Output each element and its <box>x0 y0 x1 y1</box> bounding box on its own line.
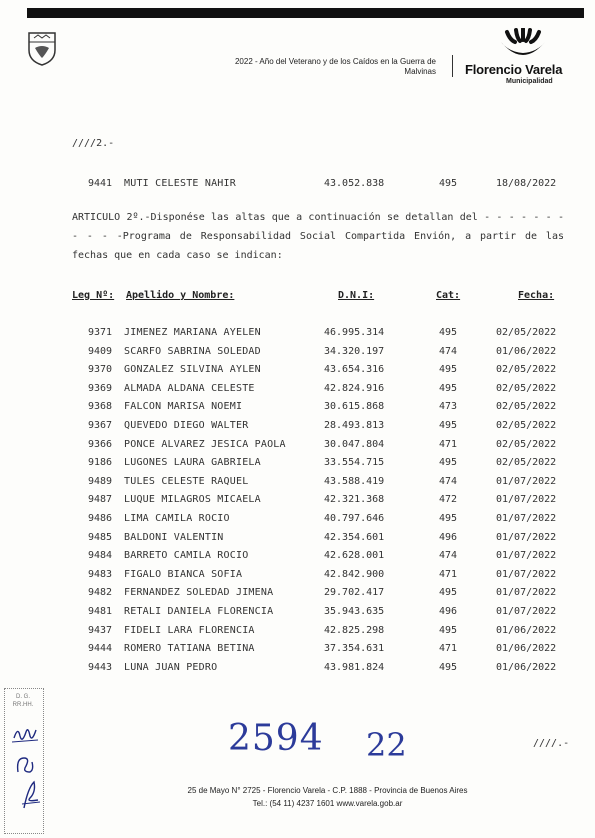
cat-cell: 495 <box>439 327 458 338</box>
top-black-bar <box>27 8 584 18</box>
initials-signature-1 <box>10 722 40 748</box>
cat-cell: 495 <box>439 382 458 394</box>
table-row <box>0 494 595 512</box>
leg-cell: 9489 <box>88 475 113 487</box>
name-cell: BARRETO CAMILA ROCIO <box>124 550 249 562</box>
date-cell: 18/08/2022 <box>496 178 557 189</box>
dni-cell: 42.354.601 <box>324 531 385 543</box>
initials-signature-2 <box>12 752 38 778</box>
date-cell: 01/07/2022 <box>496 568 557 580</box>
table-row <box>0 587 595 605</box>
name-cell: FALCON MARISA NOEMI <box>124 401 243 413</box>
leg-cell: 9437 <box>88 624 113 636</box>
org-name: Florencio Varela <box>465 62 563 77</box>
table-row <box>0 606 595 624</box>
date-cell: 02/05/2022 <box>496 401 557 413</box>
name-cell: ALMADA ALDANA CELESTE <box>124 382 255 394</box>
leg-cell: 9368 <box>88 401 113 413</box>
cat-cell: 495 <box>439 178 458 189</box>
name-cell: JIMENEZ MARIANA AYELEN <box>124 327 261 338</box>
name-cell: GONZALEZ SILVINA AYLEN <box>124 364 261 376</box>
table-row <box>0 569 595 587</box>
dni-cell: 42.825.298 <box>324 624 385 636</box>
dni-cell: 30.615.868 <box>324 401 385 413</box>
leg-cell: 9366 <box>88 438 113 450</box>
leg-cell: 9485 <box>88 531 113 543</box>
cat-cell: 495 <box>439 661 458 673</box>
date-cell: 01/07/2022 <box>496 550 557 562</box>
date-cell: 01/06/2022 <box>496 643 557 655</box>
org-subtitle: Municipalidad <box>506 78 553 85</box>
dni-cell: 40.797.646 <box>324 513 385 524</box>
leg-cell: 9443 <box>88 661 113 673</box>
table-row <box>0 457 595 475</box>
leg-cell: 9367 <box>88 420 113 431</box>
table-row <box>0 532 595 550</box>
prior-entry-row <box>0 178 595 196</box>
leg-cell: 9482 <box>88 587 113 599</box>
name-cell: LUNA JUAN PEDRO <box>124 661 218 673</box>
table-row <box>0 346 595 364</box>
header-dni: D.N.I: <box>338 290 375 301</box>
cat-cell: 471 <box>439 568 458 580</box>
leg-cell: 9409 <box>88 345 113 357</box>
table-row <box>0 550 595 568</box>
name-cell: FERNANDEZ SOLEDAD JIMENA <box>124 587 274 599</box>
footer-contact: Tel.: (54 11) 4237 1601 www.varela.gob.ar <box>252 799 403 808</box>
dni-cell: 30.047.804 <box>324 438 385 450</box>
date-cell: 01/07/2022 <box>496 531 557 543</box>
name-cell: ROMERO TATIANA BETINA <box>124 643 255 655</box>
name-cell: TULES CELESTE RAQUEL <box>124 475 249 487</box>
file-number-stamp: 2594 <box>228 718 324 759</box>
dni-cell: 43.981.824 <box>324 661 385 673</box>
leg-cell: 9370 <box>88 364 113 376</box>
florencio-varela-logo-icon <box>497 28 549 62</box>
name-cell: FIDELI LARA FLORENCIA <box>124 624 255 636</box>
name-cell: MUTI CELESTE NAHIR <box>124 178 236 189</box>
leg-cell: 9484 <box>88 550 113 562</box>
table-row <box>0 513 595 531</box>
dni-cell: 43.588.419 <box>324 475 385 487</box>
year-motto: 2022 - Año del Veterano y de los Caídos en la Guerra de Malvinas <box>234 57 436 76</box>
municipal-crest-icon <box>27 30 57 66</box>
date-cell: 02/05/2022 <box>496 327 557 338</box>
cat-cell: 474 <box>439 550 458 562</box>
name-cell: FIGALO BIANCA SOFIA <box>124 568 243 580</box>
date-cell: 02/05/2022 <box>496 438 557 450</box>
leg-cell: 9441 <box>88 178 113 189</box>
table-row <box>0 439 595 457</box>
cat-cell: 474 <box>439 345 458 357</box>
name-cell: SCARFO SABRINA SOLEDAD <box>124 345 261 357</box>
cat-cell: 496 <box>439 606 458 617</box>
header-cat: Cat: <box>436 290 461 301</box>
cat-cell: 471 <box>439 643 458 655</box>
dni-cell: 34.320.197 <box>324 345 385 357</box>
footer-address: 25 de Mayo N° 2725 - Florencio Varela - C.P. 1888 - Provincia de Buenos Aires <box>187 786 468 795</box>
name-cell: BALDONI VALENTIN <box>124 531 224 543</box>
header-date: Fecha: <box>518 290 555 301</box>
dni-cell: 43.654.316 <box>324 364 385 376</box>
margin-stamp: D. G. RR.HH. <box>12 694 34 708</box>
cat-cell: 495 <box>439 457 458 469</box>
dni-cell: 42.842.900 <box>324 568 385 580</box>
dni-cell: 46.995.314 <box>324 327 385 338</box>
table-row <box>0 476 595 494</box>
date-cell: 01/07/2022 <box>496 494 557 506</box>
date-cell: 01/07/2022 <box>496 513 557 524</box>
table-row <box>0 662 595 680</box>
leg-cell: 9444 <box>88 643 113 655</box>
table-row <box>0 401 595 419</box>
leg-cell: 9487 <box>88 494 113 506</box>
article-paragraph: ARTICULO 2º.-Disponése las altas que a continuación se detallan del - - - - - - - - - - -Programa de Responsabilidad Social Compartida Envión, a partir de las fechas que en cada caso se indican: <box>72 212 564 261</box>
page-end-marker: ////.- <box>533 738 570 749</box>
leg-cell: 9483 <box>88 568 113 580</box>
table-row <box>0 625 595 643</box>
cat-cell: 473 <box>439 401 458 413</box>
dni-cell: 42.824.916 <box>324 382 385 394</box>
file-year-stamp: 22 <box>366 726 407 764</box>
name-cell: PONCE ALVAREZ JESICA PAOLA <box>124 438 286 450</box>
header-divider <box>452 55 453 77</box>
name-cell: LUQUE MILAGROS MICAELA <box>124 494 261 506</box>
date-cell: 01/07/2022 <box>496 587 557 599</box>
table-row <box>0 643 595 661</box>
leg-cell: 9486 <box>88 513 113 524</box>
leg-cell: 9481 <box>88 606 113 617</box>
cat-cell: 496 <box>439 531 458 543</box>
cat-cell: 495 <box>439 587 458 599</box>
date-cell: 02/05/2022 <box>496 364 557 376</box>
cat-cell: 495 <box>439 364 458 376</box>
date-cell: 01/07/2022 <box>496 606 557 617</box>
table-row <box>0 327 595 345</box>
date-cell: 02/05/2022 <box>496 457 557 469</box>
header-name: Apellido y Nombre: <box>126 290 235 301</box>
cat-cell: 472 <box>439 494 458 506</box>
leg-cell: 9186 <box>88 457 113 469</box>
dni-cell: 42.321.368 <box>324 494 385 506</box>
dni-cell: 42.628.001 <box>324 550 385 562</box>
dni-cell: 33.554.715 <box>324 457 385 469</box>
table-row <box>0 383 595 401</box>
leg-cell: 9371 <box>88 327 113 338</box>
cat-cell: 495 <box>439 513 458 524</box>
leg-cell: 9369 <box>88 382 113 394</box>
page-continuation-marker: ////2.- <box>72 138 115 149</box>
date-cell: 01/06/2022 <box>496 624 557 636</box>
cat-cell: 471 <box>439 438 458 450</box>
dni-cell: 43.052.838 <box>324 178 385 189</box>
header-leg: Leg Nº: <box>72 290 115 301</box>
date-cell: 01/06/2022 <box>496 661 557 673</box>
date-cell: 02/05/2022 <box>496 382 557 394</box>
dni-cell: 37.354.631 <box>324 643 385 655</box>
dni-cell: 28.493.813 <box>324 420 385 431</box>
date-cell: 01/07/2022 <box>496 475 557 487</box>
date-cell: 02/05/2022 <box>496 420 557 431</box>
cat-cell: 495 <box>439 420 458 431</box>
cat-cell: 474 <box>439 475 458 487</box>
date-cell: 01/06/2022 <box>496 345 557 357</box>
table-row <box>0 364 595 382</box>
name-cell: RETALI DANIELA FLORENCIA <box>124 606 274 617</box>
cat-cell: 495 <box>439 624 458 636</box>
table-row <box>0 420 595 438</box>
name-cell: LUGONES LAURA GABRIELA <box>124 457 261 469</box>
name-cell: LIMA CAMILA ROCIO <box>124 513 230 524</box>
dni-cell: 29.702.417 <box>324 587 385 599</box>
name-cell: QUEVEDO DIEGO WALTER <box>124 420 249 431</box>
dni-cell: 35.943.635 <box>324 606 385 617</box>
